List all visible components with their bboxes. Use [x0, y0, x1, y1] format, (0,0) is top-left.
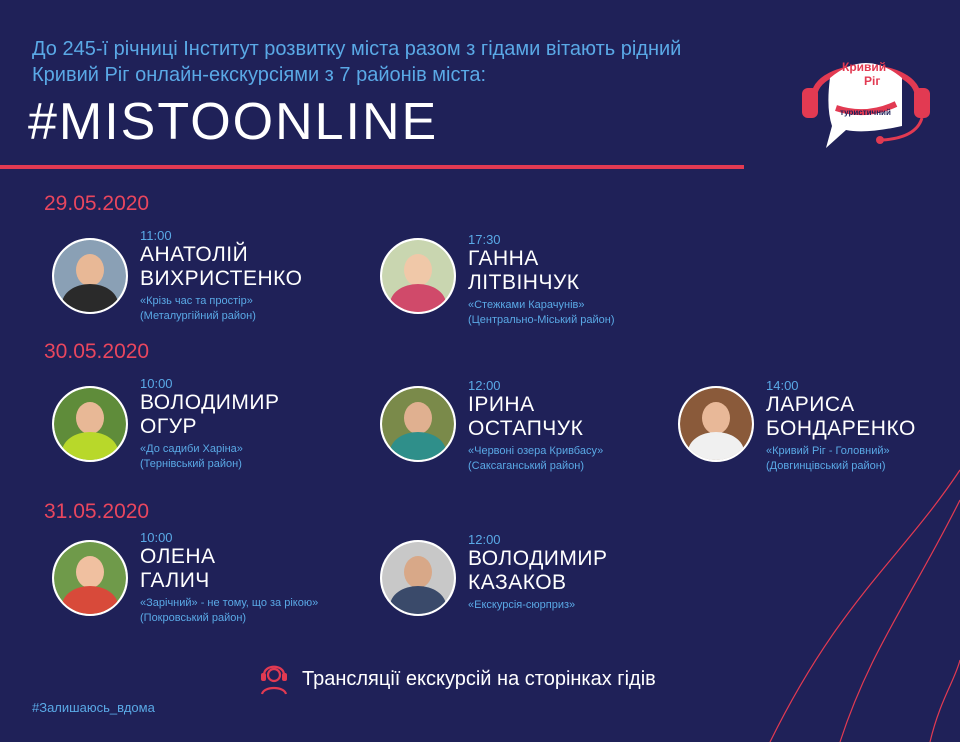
guide-first-name: ОЛЕНА: [140, 545, 216, 568]
date-day-3: 31.05.2020: [44, 500, 150, 523]
guide-photo: [380, 238, 456, 314]
guide-time: 11:00: [140, 228, 172, 243]
tour-district: (Центрально-Міський район): [468, 314, 615, 326]
campaign-hashtag: #MISTOONLINE: [28, 93, 439, 151]
tour-title: «До садиби Харіна»: [140, 443, 243, 455]
logo-text-line1: Кривий: [842, 60, 887, 74]
guide-first-name: ВОЛОДИМИР: [468, 547, 608, 570]
tour-title: «Стежками Карачунів»: [468, 299, 585, 311]
guide-first-name: АНАТОЛІЙ: [140, 243, 249, 266]
guide-time: 12:00: [468, 532, 501, 547]
guide-last-name: ГАЛИЧ: [140, 569, 210, 592]
guide-last-name: БОНДАРЕНКО: [766, 417, 916, 440]
stay-home-hashtag: #Залишаюсь_вдома: [32, 700, 155, 715]
guide-card: [380, 532, 660, 632]
tour-district: (Довгинцівський район): [766, 460, 886, 472]
tour-district: (Металургійний район): [140, 310, 256, 322]
guide-photo: [380, 540, 456, 616]
date-day-1: 29.05.2020: [44, 192, 150, 215]
guide-last-name: КАЗАКОВ: [468, 571, 567, 594]
guide-first-name: ВОЛОДИМИР: [140, 391, 280, 414]
tour-title: «Червоні озера Кривбасу»: [468, 445, 604, 457]
tour-title: «Крізь час та простір»: [140, 295, 253, 307]
broadcast-note: [256, 660, 736, 696]
guide-last-name: ВИХРИСТЕНКО: [140, 267, 303, 290]
guide-time: 10:00: [140, 376, 173, 391]
guide-first-name: ЛАРИСА: [766, 393, 855, 416]
guide-time: 12:00: [468, 378, 501, 393]
tour-district: (Саксаганський район): [468, 460, 584, 472]
intro-text: До 245-ї річниці Інститут розвитку міста разом з гідами вітають рідний Кривий Ріг онлайн-екскурсіями з 7 районів міста:: [32, 38, 682, 86]
guide-last-name: ЛІТВІНЧУК: [468, 271, 580, 294]
title-underline: [0, 165, 744, 169]
guide-photo: [52, 540, 128, 616]
guide-last-name: ОГУР: [140, 415, 198, 438]
guide-card: [678, 378, 948, 478]
guide-time: 17:30: [468, 232, 501, 247]
guide-card: [380, 378, 660, 478]
tour-title: «Кривий Ріг - Головний»: [766, 445, 890, 457]
tour-district: (Тернівський район): [140, 458, 242, 470]
tour-title: «Зарічний» - не тому, що за рікою»: [140, 597, 319, 609]
guide-card: [52, 228, 332, 328]
guide-first-name: ІРИНА: [468, 393, 535, 416]
headset-user-icon: [256, 660, 292, 696]
logo-text-line2: Ріг: [864, 74, 881, 88]
guide-card: [52, 376, 332, 476]
guide-photo: [678, 386, 754, 462]
guide-photo: [52, 238, 128, 314]
guide-photo: [52, 386, 128, 462]
guide-card: [380, 232, 660, 332]
guide-time: 14:00: [766, 378, 799, 393]
date-day-2: 30.05.2020: [44, 340, 150, 363]
guide-time: 10:00: [140, 530, 173, 545]
guide-card: [52, 530, 332, 630]
headset-icon: [796, 38, 936, 156]
broadcast-text: Трансляції екскурсій на сторінках гідів: [302, 668, 656, 690]
tour-district: (Покровський район): [140, 612, 247, 624]
guide-photo: [380, 386, 456, 462]
kryvyi-rih-tourist-logo: [796, 38, 936, 156]
guide-first-name: ГАННА: [468, 247, 539, 270]
tour-title: «Екскурсія-сюрприз»: [468, 599, 576, 611]
logo-text-line3: туристичний: [840, 108, 891, 117]
guide-last-name: ОСТАПЧУК: [468, 417, 584, 440]
